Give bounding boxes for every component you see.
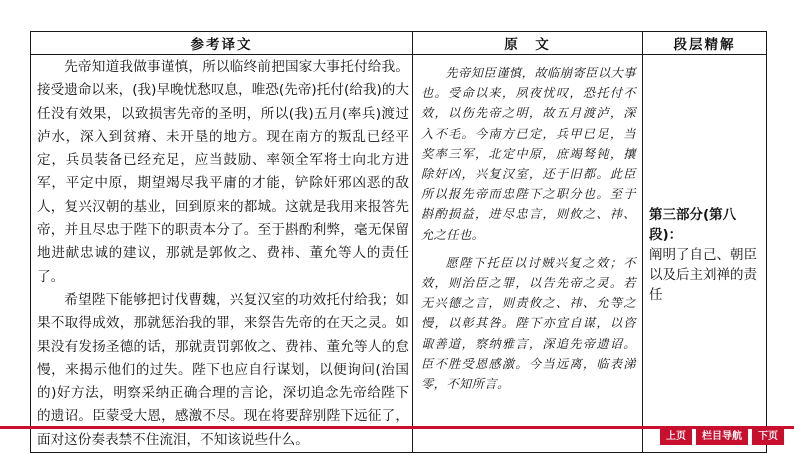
table-row — [31, 55, 767, 453]
original-cell — [413, 55, 643, 453]
translation-paragraph-1: 先帝知道我做事谨慎，所以临终前把国家大事托付给我。接受遗命以来，(我)早晚忧愁叹息，唯恐(先帝)托付(给我)的大任没有效果，以致损害先帝的圣明，所以(我)五月(率兵)渡过泸水，深入到贫瘠、未开垦的地方。现在南方的叛乱已经平定，兵员装备已经充足，应当鼓励、率领全军将士向北方进军，平定中原，期望竭尽我平庸的才能，铲除奸邪凶恶的敌人，复兴汉朝的基业，回到原来的都城。这就是我用来报答先帝，并且尽忠于陛下的职责本分了。至于斟酌利弊，毫无保留地进献忠诚的建议，那就是郭攸之、费祎、董允等人的责任了。 — [37, 59, 409, 285]
original-paragraph-1: 先帝知臣谨慎，故临崩寄臣以大事也。受命以来，夙夜忧叹，恐托付不效，以伤先帝之明，故五月渡泸，深入不毛。今南方已定，兵甲已足，当奖率三军，北定中原，庶竭驽钝，攘除奸凶，兴复汉室，还于旧都。此臣所以报先帝而忠陛下之职分也。至于斟酌损益，进尽忠言，则攸之、祎、允之任也。 — [421, 66, 636, 242]
header-analysis: 段层精解 — [643, 32, 767, 55]
original-paragraph-2: 愿陛下托臣以讨贼兴复之效；不效，则治臣之罪，以告先帝之灵。若无兴德之言，则责攸之、祎、允等之慢，以彰其咎。陛下亦宜自谋，以咨诹善道，察纳雅言，深追先帝遗诏。臣不胜受恩感激。今当远离，临表涕零，不知所言。 — [421, 255, 636, 392]
analysis-heading: 第三部分(第八段)： — [649, 207, 737, 243]
analysis-cell — [643, 55, 767, 453]
prev-page-button[interactable]: 上页 — [660, 429, 692, 445]
translation-cell — [31, 55, 413, 453]
next-page-button[interactable]: 下页 — [752, 429, 784, 445]
comparison-table — [30, 31, 767, 453]
analysis-text: 阐明了自己、朝臣以及后主刘禅的责任 — [649, 247, 757, 303]
slide-navigation — [660, 429, 784, 445]
section-nav-button[interactable]: 栏目导航 — [696, 429, 748, 445]
header-translation: 参考译文 — [31, 32, 413, 55]
translation-paragraph-2: 希望陛下能够把讨伐曹魏，兴复汉室的功效托付给我；如果不取得成效，那就惩治我的罪，来祭告先帝的在天之灵。如果没有发扬圣德的话，那就责罚郭攸之、费祎、董允等人的怠慢，来揭示他们的过失。陛下也应自行谋划，以便询问(治国的)好方法，明察采纳正确合理的言论，深切追念先帝给陛下的遗诏。臣蒙受大恩，感激不尽。现在将要辞别陛下远征了，面对这份奏表禁不住流泪，不知该说些什么。 — [37, 291, 409, 448]
header-original: 原 文 — [413, 32, 643, 55]
table-header-row — [31, 32, 767, 55]
